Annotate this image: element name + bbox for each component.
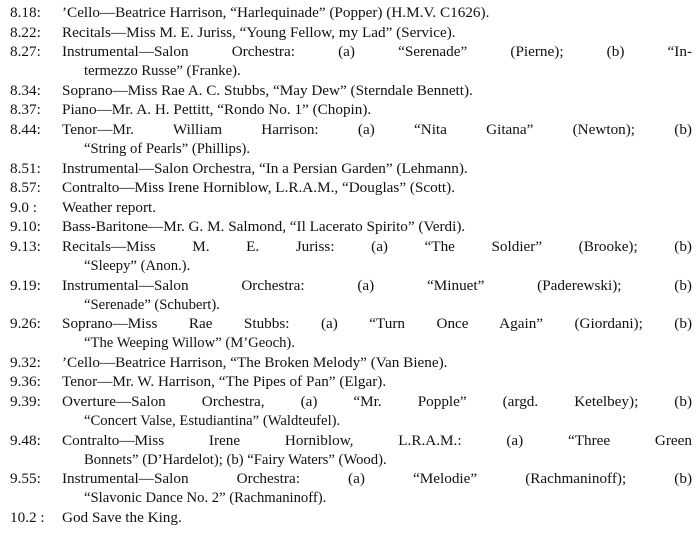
entry-line: Tenor—Mr. W. Harrison, “The Pipes of Pan” (Elgar). [62,373,387,391]
entry-line: ’Cello—Beatrice Harrison, “Harlequinade” (Popper) (H.M.V. C1626). [62,4,490,21]
programme-entry [0,81,700,100]
entry-time: 9.55: [10,470,41,488]
entry-line: Instrumental—Salon Orchestra: (a) “Melodie” (Rachmaninoff); (b) [62,470,692,488]
entry-continuation-line: “Sleepy” (Anon.). [84,257,191,274]
entry-time: 8.34: [10,81,41,99]
entry-time: 9.10: [10,218,41,236]
entry-continuation-line: “Serenade” (Schubert). [84,295,220,313]
programme-entry [0,237,700,275]
entry-line: Contralto—Miss Irene Horniblow, L.R.A.M.: (a) “Three Green [62,431,692,449]
entry-continuation-line: termezzo Russe” (Franke). [84,62,241,80]
entry-line: God Save the King. [62,508,182,526]
programme-entry [0,431,700,469]
entry-line: Recitals—Miss M. E. Juriss: (a) “The Soldier” (Brooke); (b) [62,238,692,255]
entry-time: 9.48: [10,431,41,449]
programme-entry [0,42,700,80]
programme-entry [0,353,700,372]
programme-entry [0,469,700,507]
entry-time: 9.32: [10,353,41,371]
entry-time: 9.0 : [10,198,38,216]
entry-description [62,178,692,197]
programme-entry [0,178,700,197]
entry-line: Instrumental—Salon Orchestra, “In a Persian Garden” (Lehmann). [62,159,468,177]
entry-line: Soprano—Miss Rae A. C. Stubbs, “May Dew” (Sterndale Bennett). [62,81,473,99]
entry-description [62,217,692,236]
entry-line: Overture—Salon Orchestra, (a) “Mr. Popple” (argd. Ketelbey); (b) [62,393,692,410]
entry-description [62,198,692,217]
programme-entry [0,120,700,158]
entry-continuation-line: “Slavonic Dance No. 2” (Rachmaninoff). [84,489,327,507]
entry-description [62,372,692,391]
entry-line: Recitals—Miss M. E. Juriss, “Young Fellow, my Lad” (Service). [62,23,456,41]
programme-entry [0,372,700,391]
entry-time: 8.51: [10,159,41,177]
programme-entry [0,217,700,236]
entry-description [62,81,692,100]
entry-description [62,42,692,80]
entry-description [62,353,692,372]
entry-time: 8.37: [10,101,41,119]
entry-time: 8.18: [10,4,41,21]
entry-description [62,392,692,430]
entry-continuation-line: Bonnets” (D’Hardelot); (b) “Fairy Waters” (Wood). [84,450,387,468]
entry-time: 8.22: [10,23,41,41]
entry-description [62,508,692,527]
entry-time: 8.44: [10,121,41,138]
entry-description [62,120,692,158]
entry-line: Contralto—Miss Irene Horniblow, L.R.A.M., “Douglas” (Scott). [62,179,455,197]
programme-entry [0,23,700,42]
programme-entry [0,508,700,527]
programme-entry [0,276,700,314]
entry-time: 9.19: [10,276,41,294]
programme-entry [0,198,700,217]
entry-description [62,23,692,42]
entry-line: Soprano—Miss Rae Stubbs: (a) “Turn Once Again” (Giordani); (b) [62,315,692,333]
entry-time: 8.27: [10,43,41,61]
entry-description [62,431,692,469]
entry-description [62,100,692,119]
entry-line: ’Cello—Beatrice Harrison, “The Broken Melody” (Van Biene). [62,353,448,371]
entry-time: 8.57: [10,179,41,197]
programme-entry [0,100,700,119]
entry-continuation-line: “String of Pearls” (Phillips). [84,140,251,157]
entry-continuation-line: “The Weeping Willow” (M’Geoch). [84,334,295,352]
entry-description [62,3,692,22]
entry-description [62,159,692,178]
entry-time: 9.36: [10,373,41,391]
entry-line: Bass-Baritone—Mr. G. M. Salmond, “Il Lacerato Spirito” (Verdi). [62,218,466,236]
entry-time: 10.2 : [10,508,45,526]
entry-continuation-line: “Concert Valse, Estudiantina” (Waldteufel). [84,412,341,429]
programme-entry [0,3,700,22]
programme-entry [0,392,700,430]
entry-description [62,314,692,352]
programme-entry [0,314,700,352]
entry-line: Weather report. [62,198,157,216]
entry-time: 9.39: [10,393,41,410]
entry-line: Instrumental—Salon Orchestra: (a) “Minuet” (Paderewski); (b) [62,276,692,294]
programme-entry [0,159,700,178]
entry-time: 9.26: [10,315,41,333]
entry-description [62,237,692,275]
entry-line: Instrumental—Salon Orchestra: (a) “Serenade” (Pierne); (b) “In- [62,43,692,61]
entry-description [62,469,692,507]
entry-line: Piano—Mr. A. H. Pettitt, “Rondo No. 1” (Chopin). [62,101,372,119]
entry-line: Tenor—Mr. William Harrison: (a) “Nita Gitana” (Newton); (b) [62,121,692,138]
entry-description [62,276,692,314]
entry-time: 9.13: [10,238,41,255]
